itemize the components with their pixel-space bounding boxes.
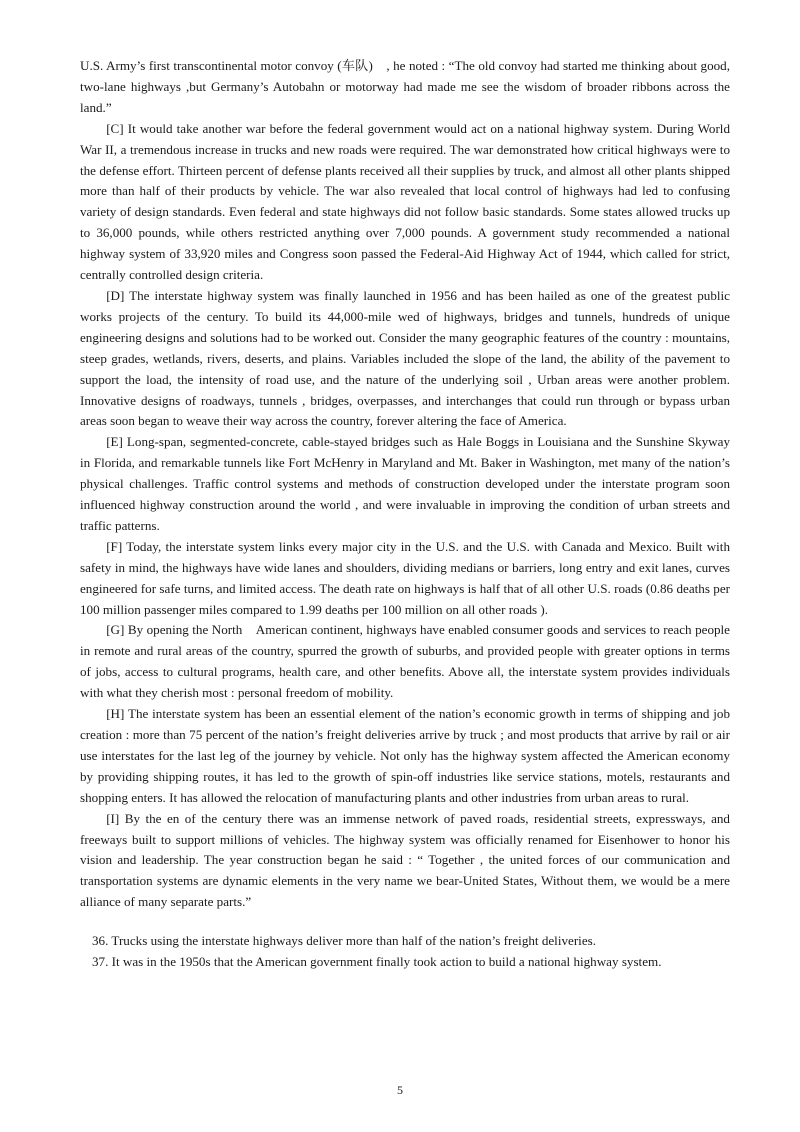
paragraph-e <box>80 432 730 537</box>
article-body <box>80 56 730 972</box>
paragraph-text: By the en of the century there was an immense network of paved roads, residential streets, expressways, and freeways built to support millions of vehicles. The highway system was officially renamed for Eisenhower to honor his vision and leadership. The year construction began he said : “ Together , the united forces of our communication and transportation systems are dynamic elements in the very name we bear-United States, Without them, we would be a mere alliance of many separate parts.” <box>80 810 730 910</box>
statement-list <box>80 930 730 972</box>
paragraph-text: U.S. Army’s first transcontinental motor convoy (车队) , he noted : “The old convoy had started me thinking about good, two-lane highways ,but Germany’s Autobahn or motorway had made me see the wisdom of broader ribbons across the land.” <box>80 58 730 115</box>
page-number: 5 <box>397 1083 403 1097</box>
paragraph-continued <box>80 56 730 119</box>
paragraph-label: [H] <box>106 706 125 722</box>
paragraph-label: [F] <box>106 538 123 554</box>
paragraph-label: [G] <box>106 622 125 638</box>
statement-36: 36. Trucks using the interstate highways deliver more than half of the nation’s freight deliveries. <box>92 933 596 949</box>
paragraph-label: [D] <box>106 287 125 303</box>
paragraph-text: By opening the North American continent, highways have enabled consumer goods and services to reach people in remote and rural areas of the country, spurred the growth of suburbs, and provided people with greater options in terms of jobs, access to cultural programs, health care, and other benefits. Above all, the interstate system provides individuals with what they cherish most : personal freedom of mobility. <box>80 622 730 701</box>
statement-37: 37. It was in the 1950s that the American government finally took action to build a national highway system. <box>92 954 662 970</box>
paragraph-i <box>80 809 730 914</box>
paragraph-text: Long-span, segmented-concrete, cable-stayed bridges such as Hale Boggs in Louisiana and the Sunshine Skyway in Florida, and remarkable tunnels like Fort McHenry in Maryland and Mt. Baker in Washington, met many of the nation’s physical challenges. Traffic control systems and methods of construction developed under the interstate program soon influenced highway construction around the world , and were invaluable in improving the condition of urban streets and traffic patterns. <box>80 434 730 533</box>
paragraph-text: Today, the interstate system links every major city in the U.S. and the U.S. with Canada and Mexico. Built with safety in mind, the highways have wide lanes and shoulders, dividing medians or barriers, long entry and exit lanes, curves engineered for safe turns, and limited access. The death rate on highways is half that of all other U.S. roads (0.86 deaths per 100 million passenger miles compared to 1.99 deaths per 100 million on all other roads ). <box>80 538 730 617</box>
paragraph-g <box>80 620 730 704</box>
paragraph-d <box>80 286 730 432</box>
paragraph-c <box>80 119 730 286</box>
paragraph-label: [C] <box>106 120 124 136</box>
paragraph-f <box>80 537 730 621</box>
paragraph-text: The interstate highway system was finally launched in 1956 and has been hailed as one of the greatest public works projects of the century. To build its 44,000-mile wed of highways, bridges and tunnels, hundreds of unique engineering designs and solutions had to be worked out. Consider the many geographic features of the country : mountains, steep grades, wetlands, rivers, deserts, and plains. Variables included the slope of the land, the ability of the pavement to support the load, the intensity of road use, and the nature of the underlying soil , Urban areas were another problem. Innovative designs of roadways, tunnels , bridges, overpasses, and interchanges that could run through or bypass urban areas soon began to weave their way across the country, forever altering the face of America. <box>80 287 730 429</box>
paragraph-text: It would take another war before the federal government would act on a national highway system. During World War II, a tremendous increase in trucks and new roads were required. The war demonstrated how critical highways were to the defense effort. Thirteen percent of defense plants received all their supplies by truck, and almost all other plants shipped more than half of their products by vehicle. The war also revealed that local control of highways had led to confusing variety of design standards. Even federal and state highways did not follow basic standards. Some states allowed trucks up to 36,000 pounds, while others restricted anything over 7,000 pounds. A government study recommended a national highway system of 33,920 miles and Congress soon passed the Federal-Aid Highway Act of 1944, which called for strict, centrally controlled design criteria. <box>80 120 730 283</box>
paragraph-label: [I] <box>106 810 120 826</box>
paragraph-text: The interstate system has been an essential element of the nation’s economic growth in terms of shipping and job creation : more than 75 percent of the nation’s freight deliveries arrive by truck ; and most products that arrive by rail or air use interstates for the last leg of the journey by vehicle. Not only has the highway system affected the American economy by providing shipping routes, it has led to the growth of spin-off industries like service stations, motels, restaurants and shopping enters. It has allowed the relocation of manufacturing plants and other industries from urban areas to rural. <box>80 706 731 805</box>
paragraph-label: [E] <box>106 434 123 450</box>
paragraph-h <box>80 704 730 809</box>
